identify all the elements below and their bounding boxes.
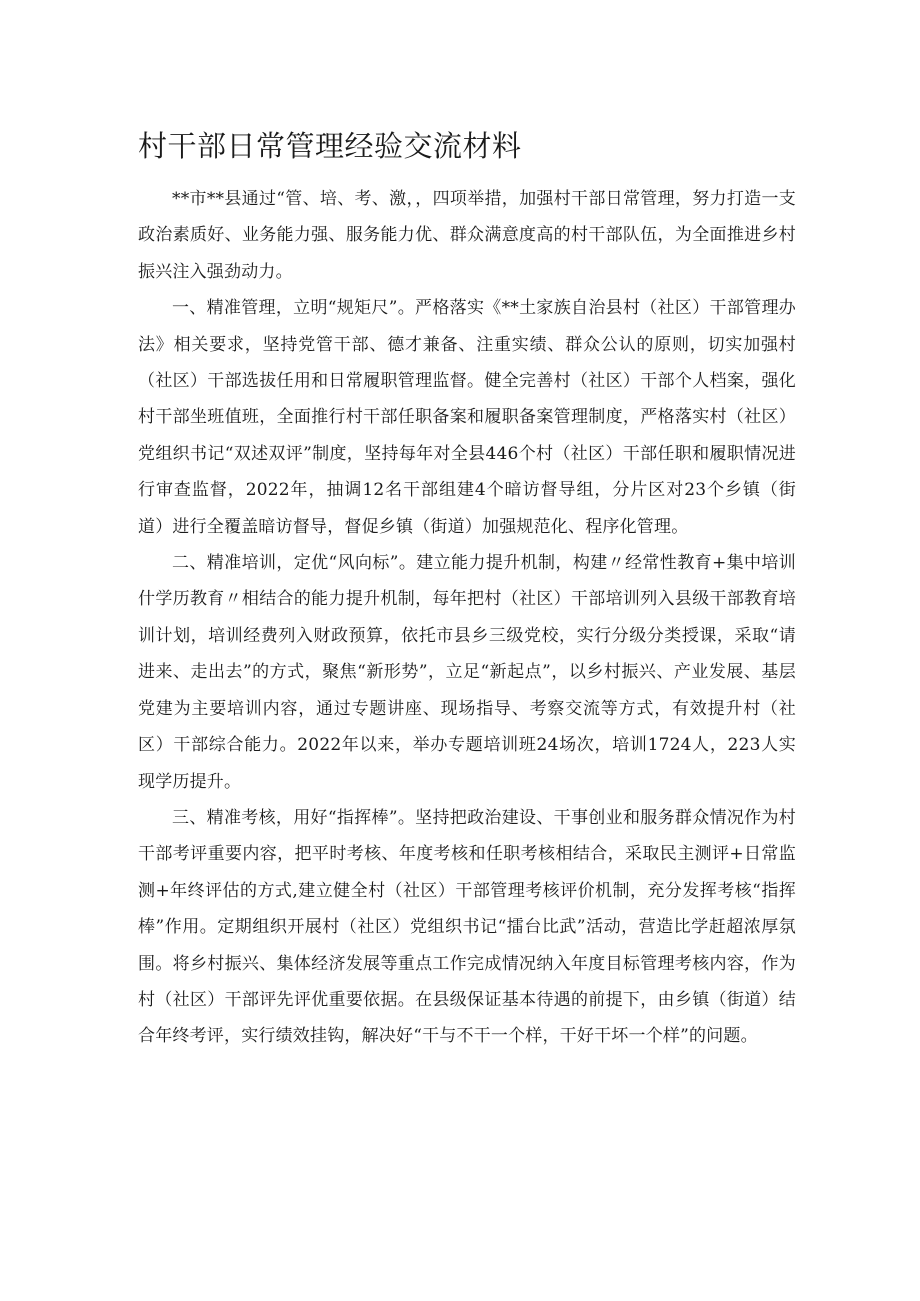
document-title: 村干部日常管理经验交流材料	[138, 129, 522, 163]
paragraph-training: 二、精准培训，定优“风向标”。建立能力提升机制，构建〃经常性教育+集中培训什学历教育〃相结合的能力提升机制，每年把村（社区）干部培训列入县级干部教育培训计划，培训经费列入财政预算，依托市县乡三级党校，实行分级分类授课，采取“请进来、走出去”的方式，聚焦“新形势”，立足“新起点”，以乡村振兴、产业发展、基层党建为主要培训内容，通过专题讲座、现场指导、考察交流等方式，有效提升村（社区）干部综合能力。2022年以来，举办专题培训班24场次，培训1724人，223人实现学历提升。	[138, 553, 796, 792]
document-body	[138, 181, 796, 1055]
paragraph-management: 一、精准管理，立明“规矩尺”。严格落实《**土家族自治县村（社区）干部管理办法》相关要求，坚持党管干部、德才兼备、注重实绩、群众公认的原则，切实加强村（社区）干部选拔任用和日常履职管理监督。健全完善村（社区）干部个人档案，强化村干部坐班值班，全面推行村干部任职备案和履职备案管理制度，严格落实村（社区）党组织书记“双述双评”制度，坚持每年对全县446个村（社区）干部任职和履职情况进行审查监督，2022年，抽调12名干部组建4个暗访督导组，分片区对23个乡镇（街道）进行全覆盖暗访督导，督促乡镇（街道）加强规范化、程序化管理。	[138, 298, 796, 537]
paragraph-assessment: 三、精准考核，用好“指挥棒”。坚持把政治建设、干事创业和服务群众情况作为村干部考评重要内容，把平时考核、年度考核和任职考核相结合，采取民主测评+日常监测+年终评估的方式,建立健全村（社区）干部管理考核评价机制，充分发挥考核“指挥棒”作用。定期组织开展村（社区）党组织书记“擂台比武”活动，营造比学赶超浓厚氛围。将乡村振兴、集体经济发展等重点工作完成情况纳入年度目标管理考核内容，作为村（社区）干部评先评优重要依据。在县级保证基本待遇的前提下，由乡镇（街道）结合年终考评，实行绩效挂钩，解决好“干与不干一个样，干好干坏一个样”的问题。	[138, 807, 796, 1047]
paragraph-intro: **市**县通过“管、培、考、激，，四项举措，加强村干部日常管理，努力打造一支政治素质好、业务能力强、服务能力优、群众满意度高的村干部队伍，为全面推进乡村振兴注入强劲动力。	[138, 189, 796, 282]
